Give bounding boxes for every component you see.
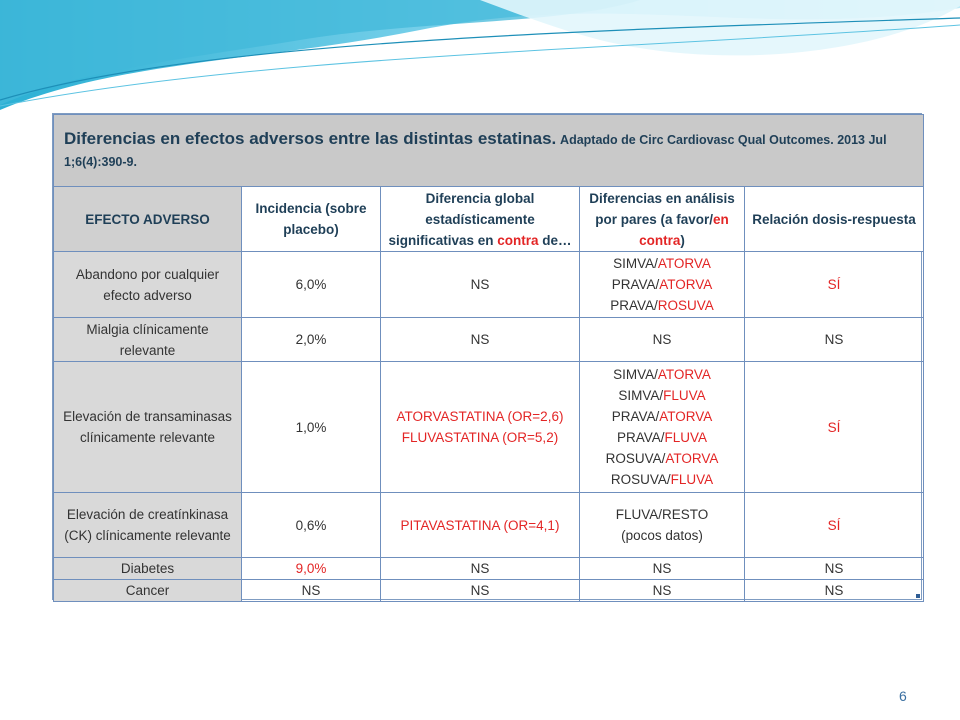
cell-incidencia: 6,0% [242,252,381,318]
cell-dosis: NS [745,318,924,362]
page-number: 6 [899,688,907,704]
cell-pares: FLUVA/RESTO (pocos datos) [580,493,745,558]
cell-dosis: NS [745,580,924,602]
row-label: Abandono por cualquier efecto adverso [54,252,242,318]
cell-global: NS [381,580,580,602]
row-label: Elevación de creatínkinasa (CK) clínicamente relevante [54,493,242,558]
table-row [54,580,924,602]
cell-pares: NS [580,580,745,602]
row-label: Mialgia clínicamente relevante [54,318,242,362]
header-dosis: Relación dosis-respuesta [745,187,924,252]
table-row [54,252,924,318]
header-global: Diferencia global estadísticamente significativas en contra de… [381,187,580,252]
table-resize-handle-icon [916,594,920,598]
cell-global: NS [381,252,580,318]
cell-dosis: SÍ [745,252,924,318]
header-incidencia: Incidencia (sobre placebo) [242,187,381,252]
table-title [54,115,924,187]
cell-global: NS [381,558,580,580]
title-main: Diferencias en efectos adversos entre las distintas estatinas. [64,129,557,148]
cell-pares: SIMVA/ATORVA PRAVA/ATORVA PRAVA/ROSUVA [580,252,745,318]
header-wave-decoration [0,0,960,110]
cell-incidencia: 9,0% [242,558,381,580]
cell-global: NS [381,318,580,362]
header-pares: Diferencias en análisis por pares (a favor/en contra) [580,187,745,252]
table-row [54,362,924,493]
cell-dosis: SÍ [745,362,924,493]
row-label: Diabetes [54,558,242,580]
cell-global: ATORVASTATINA (OR=2,6) FLUVASTATINA (OR=5,2) [381,362,580,493]
table-row [54,493,924,558]
cell-pares: SIMVA/ATORVA SIMVA/FLUVA PRAVA/ATORVA PRAVA/FLUVA ROSUVA/ATORVA ROSUVA/FLUVA [580,362,745,493]
cell-global: PITAVASTATINA (OR=4,1) [381,493,580,558]
title-source: Adaptado de Circ Cardiovasc Qual Outcomes. 2013 Jul 1;6(4):390-9. [64,133,887,169]
row-label: Cancer [54,580,242,602]
table-row [54,558,924,580]
row-label: Elevación de transaminasas clínicamente relevante [54,362,242,493]
cell-incidencia: 2,0% [242,318,381,362]
cell-dosis: SÍ [745,493,924,558]
cell-incidencia: NS [242,580,381,602]
statin-adverse-effects-table [52,113,922,600]
cell-incidencia: 0,6% [242,493,381,558]
cell-incidencia: 1,0% [242,362,381,493]
cell-pares: NS [580,558,745,580]
header-efecto: EFECTO ADVERSO [54,187,242,252]
table-row [54,318,924,362]
cell-pares: NS [580,318,745,362]
cell-dosis: NS [745,558,924,580]
